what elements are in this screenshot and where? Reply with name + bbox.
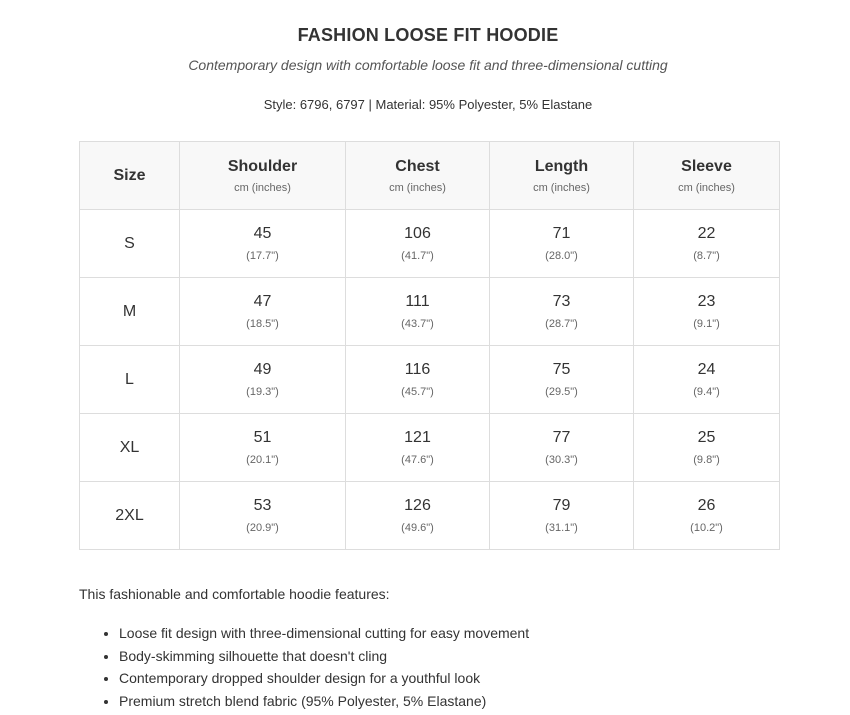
size-cell: XL — [80, 414, 180, 482]
size-chart-table — [79, 141, 780, 550]
length-cell: 73 (28.7") — [490, 278, 634, 346]
table-row-m — [80, 278, 780, 346]
header-shoulder: Shoulder cm (inches) — [180, 142, 346, 210]
size-cell: S — [80, 210, 180, 278]
header-size: Size — [80, 142, 180, 210]
product-title: FASHION LOOSE FIT HOODIE — [297, 25, 559, 45]
sleeve-cell: 24 (9.4") — [634, 346, 780, 414]
table-row-xl — [80, 414, 780, 482]
size-cell: 2XL — [80, 482, 180, 550]
table-row-s — [80, 210, 780, 278]
shoulder-cell: 49 (19.3") — [180, 346, 346, 414]
list-item: • Loose fit design with three-dimensional cutting for easy movement — [119, 622, 529, 645]
sleeve-cell: 26 (10.2") — [634, 482, 780, 550]
header-length: Length cm (inches) — [490, 142, 634, 210]
chest-cell: 116 (45.7") — [346, 346, 490, 414]
length-cell: 77 (30.3") — [490, 414, 634, 482]
features-intro: This fashionable and comfortable hoodie features: — [79, 586, 390, 602]
shoulder-cell: 51 (20.1") — [180, 414, 346, 482]
header-chest: Chest cm (inches) — [346, 142, 490, 210]
features-list — [79, 622, 529, 712]
shoulder-cell: 45 (17.7") — [180, 210, 346, 278]
length-cell: 79 (31.1") — [490, 482, 634, 550]
list-item: • Contemporary dropped shoulder design for a youthful look — [119, 667, 529, 690]
list-item: • Premium stretch blend fabric (95% Polyester, 5% Elastane) — [119, 690, 529, 713]
size-cell: M — [80, 278, 180, 346]
table-row-2xl — [80, 482, 780, 550]
table-header-row — [80, 142, 780, 210]
chest-cell: 111 (43.7") — [346, 278, 490, 346]
shoulder-cell: 47 (18.5") — [180, 278, 346, 346]
sleeve-cell: 25 (9.8") — [634, 414, 780, 482]
style-material-line: Style: 6796, 6797 | Material: 95% Polyester, 5% Elastane — [263, 97, 593, 112]
sleeve-cell: 22 (8.7") — [634, 210, 780, 278]
chest-cell: 106 (41.7") — [346, 210, 490, 278]
chest-cell: 121 (47.6") — [346, 414, 490, 482]
shoulder-cell: 53 (20.9") — [180, 482, 346, 550]
size-cell: L — [80, 346, 180, 414]
sleeve-cell: 23 (9.1") — [634, 278, 780, 346]
product-subtitle: Contemporary design with comfortable loose fit and three-dimensional cutting — [188, 57, 668, 73]
header-sleeve: Sleeve cm (inches) — [634, 142, 780, 210]
length-cell: 75 (29.5") — [490, 346, 634, 414]
table-row-l — [80, 346, 780, 414]
chest-cell: 126 (49.6") — [346, 482, 490, 550]
list-item: • Body-skimming silhouette that doesn't cling — [119, 645, 529, 668]
length-cell: 71 (28.0") — [490, 210, 634, 278]
